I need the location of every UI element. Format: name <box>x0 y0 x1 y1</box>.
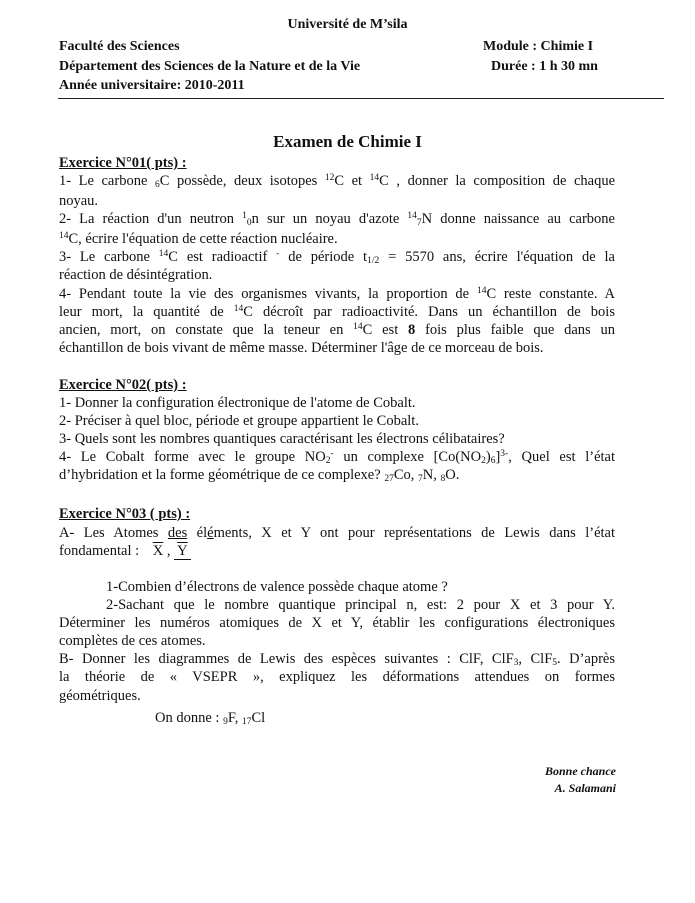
ex3-b-line1: B- Donner les diagrammes de Lewis des espèces suivantes : ClF, ClF$_3$, ClF$_5$. D’après <box>59 651 615 669</box>
exercise-3-part-a <box>59 524 615 560</box>
ex2-q1: 1- Donner la configuration électronique de l'atome de Cobalt. <box>59 395 416 411</box>
exercise-1-body <box>59 172 615 357</box>
ex3-a-line1: A- Les Atomes des éléments, X et Y ont pour représentations de Lewis dans l’état <box>59 525 616 541</box>
university-name: Université de M’sila <box>287 17 408 32</box>
exercise-2-body <box>59 394 615 484</box>
author-name: A. Salamani <box>554 781 616 795</box>
ex1-q2-line2: $^{14}$C, écrire l'équation de cette réaction nucléaire. <box>59 231 338 248</box>
exercise-1-heading: Exercice N°01( pts) : <box>59 155 187 171</box>
ex3-q1: 1-Combien d’électrons de valence possède chaque atome ? <box>106 579 448 595</box>
header-divider <box>58 98 664 99</box>
ex3-b-line2: la théorie de « VSEPR », expliquez les déformations attendues on formes <box>59 669 615 686</box>
ex1-q4-line2: leur mort, la quantité de $^{14}$C décroît par radioactivité. Dans un échantillon de bois <box>59 303 615 320</box>
ex2-q3: 3- Quels sont les nombres quantiques caractérisant les électrons célibataires? <box>59 431 505 448</box>
exercise-3-heading: Exercice N°03 ( pts) : <box>59 506 191 522</box>
ex2-q4-line1: 4- Le Cobalt forme avec le groupe $NO_2^-$ un complexe $[Co(NO_2)_6]^{3-}$, Quel est l’état <box>59 449 615 467</box>
given-data: On donne : $_9$F, $_{17}$Cl <box>155 710 266 727</box>
module: Module : Chimie I <box>483 39 594 54</box>
ex1-q2-line1: 2- La réaction d'un neutron $^1$0n sur un noyau d'azote $^{14}$7N donne naissance au carbone <box>59 211 615 229</box>
exercise-2-heading: Exercice N°02( pts) : <box>59 377 187 393</box>
ex3-q2-line1: 2-Sachant que le nombre quantique principal n, est: 2 pour X et 3 pour Y. <box>106 597 615 614</box>
faculty: Faculté des Sciences <box>59 39 180 54</box>
academic-year: Année universitaire: 2010-2011 <box>59 78 245 93</box>
ex2-q2: 2- Préciser à quel bloc, période et groupe appartient le Cobalt. <box>59 413 419 430</box>
ex3-b-line3: géométriques. <box>59 687 141 704</box>
ex3-q2-line3: complètes de ces atomes. <box>59 633 206 650</box>
ex3-q2-line2: Déterminer les numéros atomiques de X et Y, établir les configurations électroniques <box>59 615 615 632</box>
ex2-q4-line2: d’hybridation et la forme géométrique de ce complexe? $_{27}$Co, $_7$N, $_8$O. <box>59 467 460 485</box>
ex1-q4-line3: ancien, mort, on constate que la teneur en $^{14}$C est 8 fois plus faible que dans un <box>59 321 615 338</box>
ex1-q4-line1: 4- Pendant toute la vie des organismes vivants, la proportion de $^{14}$C reste constante. A <box>59 285 615 302</box>
closing-wish: Bonne chance <box>544 764 616 778</box>
duration: Durée : 1 h 30 mn <box>491 59 598 74</box>
exercise-3-questions <box>59 578 615 705</box>
lewis-x: $\overline{X}$ <box>152 543 164 560</box>
ex1-q1-line1: 1- Le carbone 6C possède, deux isotopes $^{12}$C et $^{14}$C , donner la composition de chaque <box>59 173 615 190</box>
ex3-a-line2: fondamental : $\overline{X}$ , $\overline{Y}$ <box>59 542 615 560</box>
ex1-q3-line2: réaction de désintégration. <box>59 267 213 284</box>
ex1-q1-line2: noyau. <box>59 193 99 210</box>
exam-title: Examen de Chimie I <box>273 132 422 151</box>
department: Département des Sciences de la Nature et de la Vie <box>59 59 361 74</box>
lewis-y: $\overline{Y}$ <box>174 543 190 560</box>
ex1-q3-line1: 3- Le carbone $^{14}$C est radioactif - de période $t_{1/2} = 5570$ ans, écrire l'équation de la <box>59 249 615 267</box>
ex1-q4-line4: échantillon de bois vivant de même masse. Déterminer l'âge de ce morceau de bois. <box>59 339 544 356</box>
